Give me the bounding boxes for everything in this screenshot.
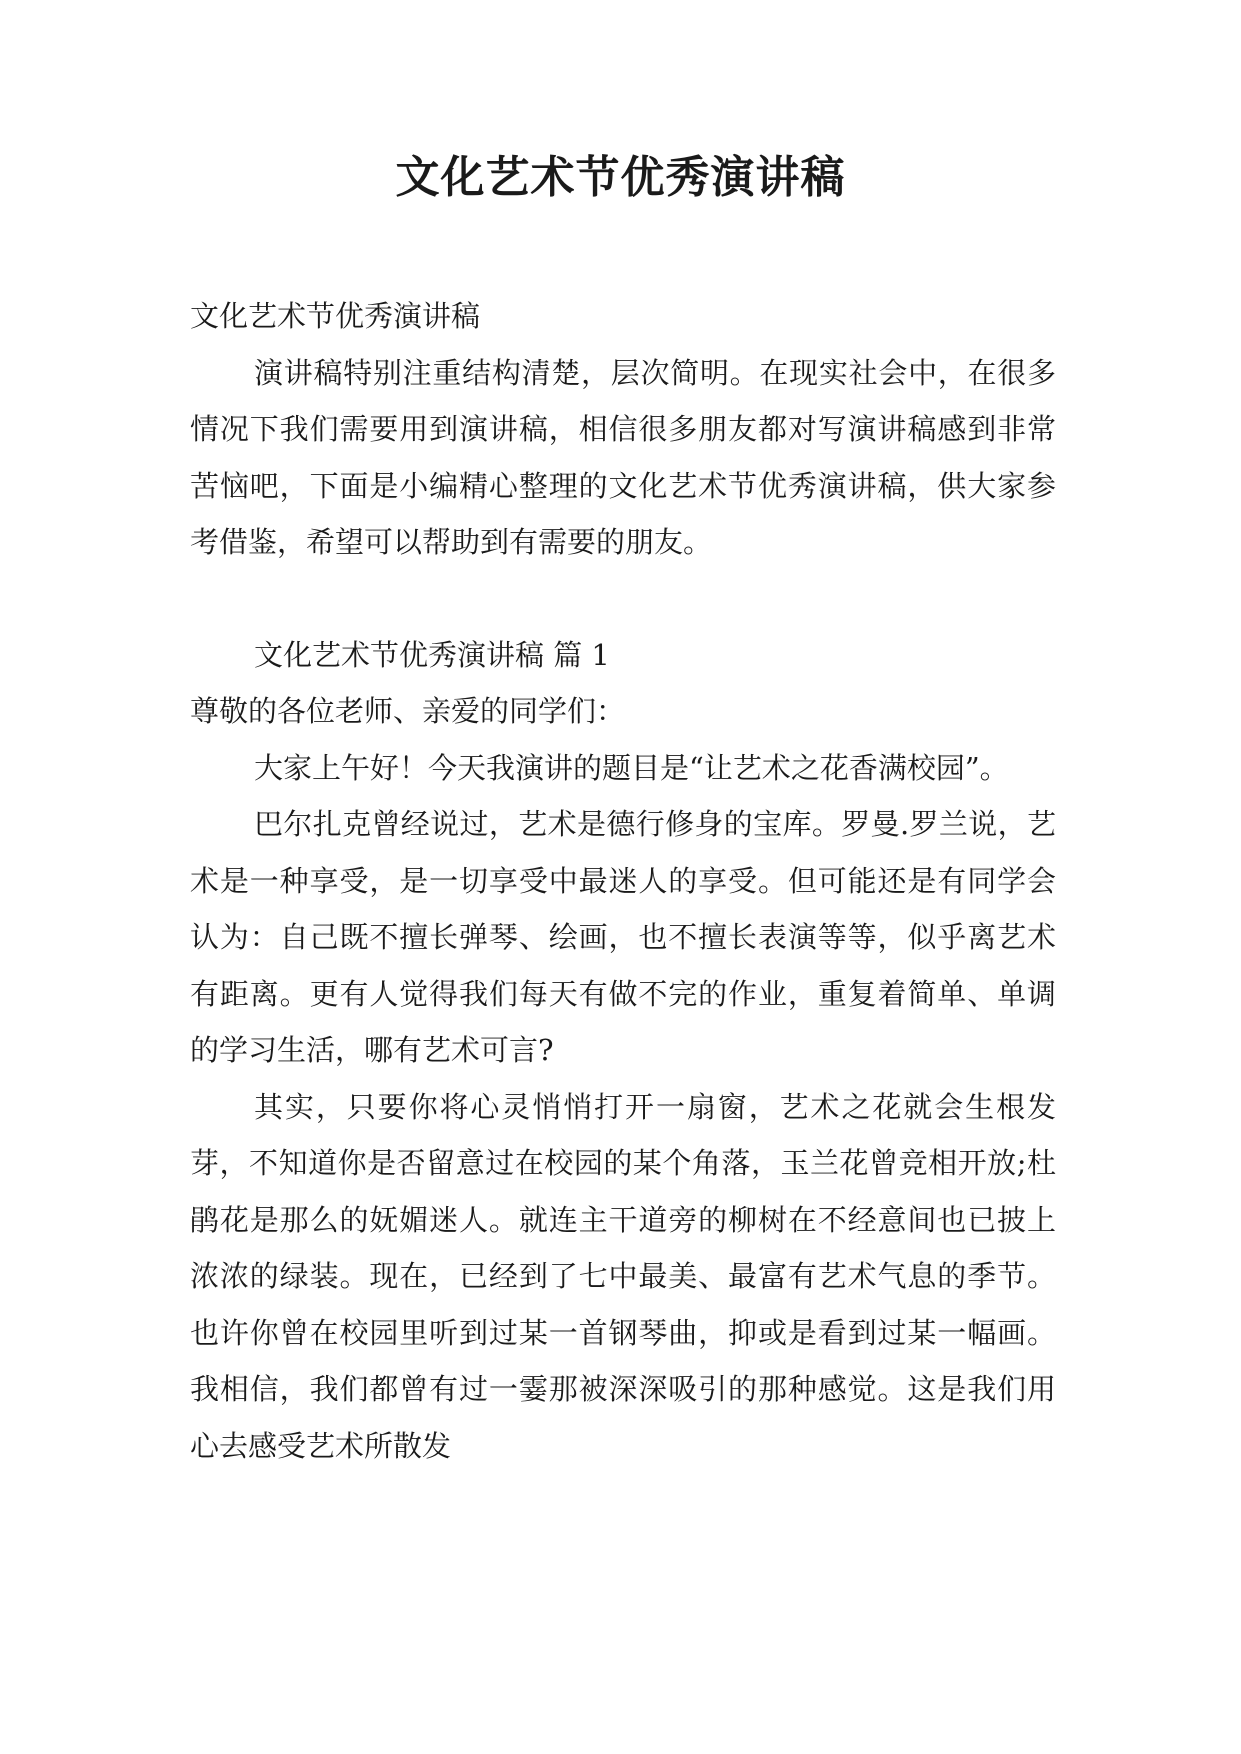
body-paragraph: 大家上午好！今天我演讲的题目是“让艺术之花香满校园”。 [254, 750, 1009, 785]
body-paragraph: 巴尔扎克曾经说过，艺术是德行修身的宝库。罗曼.罗兰说，艺术是一种享受，是一切享受中最迷人的享受。但可能还是有同学会认为：自己既不擅长弹琴、绘画，也不擅长表演等等，似乎离艺术有距离。更有人觉得我们每天有做不完的作业，重复着简单、单调的学习生活，哪有艺术可言? [190, 807, 1056, 1067]
page-title: 文化艺术节优秀演讲稿 [395, 152, 846, 203]
subtitle-line: 文化艺术节优秀演讲稿 [190, 299, 481, 333]
section-heading: 文化艺术节优秀演讲稿 篇 1 [254, 637, 610, 672]
section-spacer [190, 571, 1056, 627]
greeting-line: 尊敬的各位老师、亲爱的同学们： [190, 694, 626, 728]
document-body [190, 288, 1056, 1474]
body-paragraph: 其实，只要你将心灵悄悄打开一扇窗，艺术之花就会生根发芽，不知道你是否留意过在校园的某个角落，玉兰花曾竞相开放;杜鹃花是那么的妩媚迷人。就连主干道旁的柳树在不经意间也已披上浓浓的绿装。现在，已经到了七中最美、最富有艺术气息的季节。也许你曾在校园里听到过某一首钢琴曲，抑或是看到过某一幅画。我相信，我们都曾有过一霎那被深深吸引的那种感觉。这是我们用心去感受艺术所散发 [190, 1089, 1056, 1463]
intro-paragraph: 演讲稿特别注重结构清楚，层次简明。在现实社会中，在很多情况下我们需要用到演讲稿，相信很多朋友都对写演讲稿感到非常苦恼吧，下面是小编精心整理的文化艺术节优秀演讲稿，供大家参考借鉴，希望可以帮助到有需要的朋友。 [190, 355, 1056, 559]
